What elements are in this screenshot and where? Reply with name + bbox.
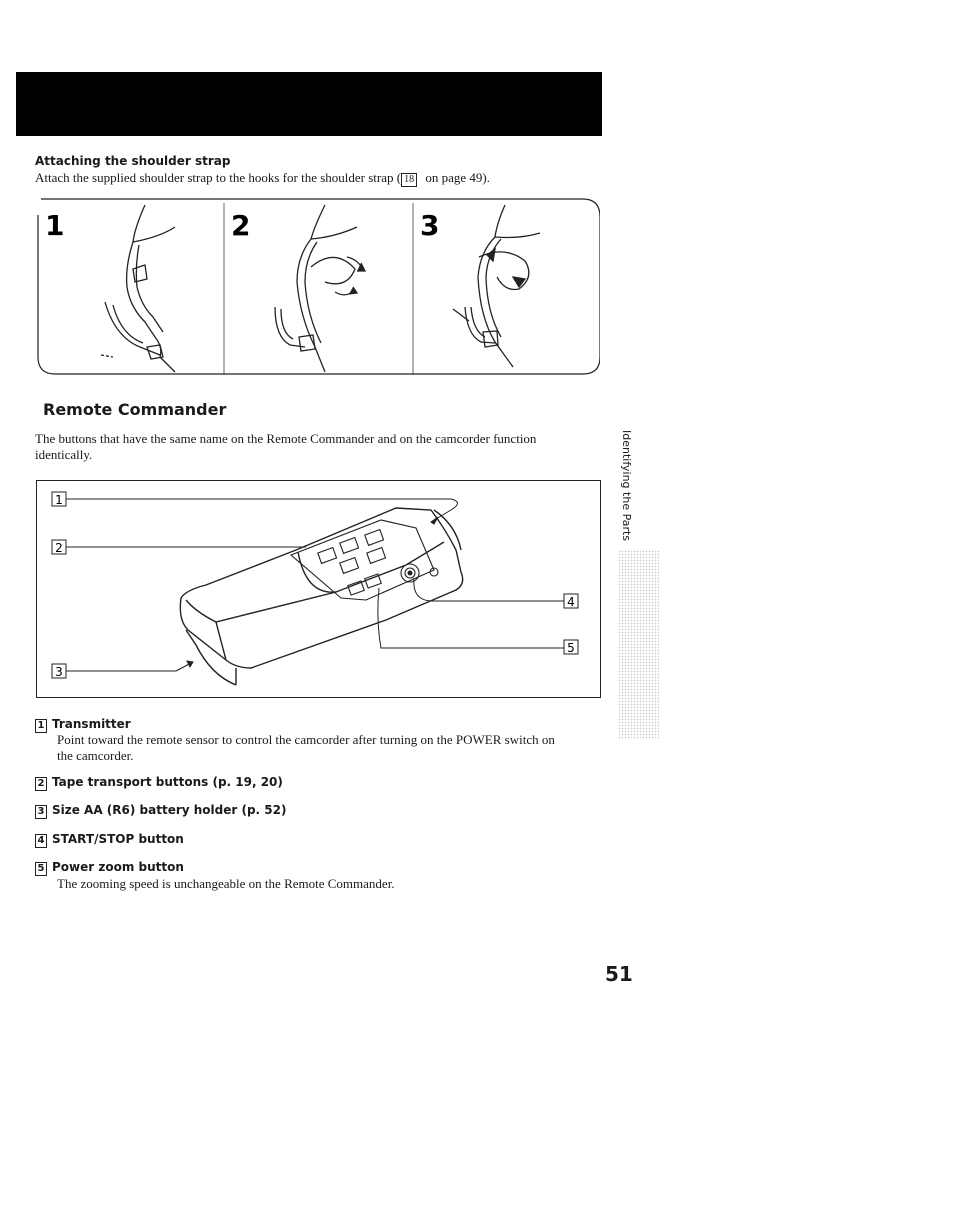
part-4-number: 4 (35, 834, 47, 848)
part-5-desc: The zooming speed is unchangeable on the Remote Commander. (57, 876, 395, 891)
svg-text:5: 5 (567, 641, 575, 655)
side-tab-pattern (618, 550, 660, 740)
strap-step-1-drawing (101, 205, 175, 372)
part-4-title: START/STOP button (52, 832, 184, 846)
page-number: 51 (605, 962, 633, 986)
part-3-number: 3 (35, 805, 47, 819)
section-header-bar (16, 72, 602, 136)
remote-intro-line-1: The buttons that have the same name on the Remote Commander and on the camcorder function (35, 431, 537, 446)
callout-3 (52, 664, 66, 679)
step-2-label: 2 (231, 209, 251, 242)
svg-text:1: 1 (55, 493, 63, 507)
remote-commander-title: Remote Commander (43, 400, 227, 419)
strap-heading: Attaching the shoulder strap (35, 154, 231, 168)
part-3-item (35, 803, 286, 819)
strap-illustration (35, 197, 600, 377)
part-2-number: 2 (35, 777, 47, 791)
strap-step-2-drawing (275, 205, 365, 372)
strap-instruction: Attach the supplied shoulder strap to the hooks for the shoulder strap ( 18 on page 49). (35, 170, 490, 185)
callout-4 (564, 594, 578, 609)
part-4-item (35, 832, 184, 848)
side-tab-label: Identifying the Parts (620, 430, 633, 542)
ref-box: 18 (401, 173, 417, 187)
part-1-desc-line-2: the camcorder. (57, 748, 134, 763)
step-1-label: 1 (45, 209, 65, 242)
part-1-item (35, 717, 131, 733)
remote-intro-line-2: identically. (35, 447, 93, 462)
svg-text:4: 4 (567, 595, 575, 609)
svg-text:3: 3 (55, 665, 63, 679)
side-tab (620, 430, 642, 550)
callout-1 (52, 492, 66, 507)
step-3-label: 3 (420, 209, 440, 242)
svg-text:2: 2 (55, 541, 63, 555)
part-1-desc-line-1: Point toward the remote sensor to control the camcorder after turning on the POWER switch on (57, 732, 555, 747)
part-2-title: Tape transport buttons (p. 19, 20) (52, 775, 283, 789)
part-1-title: Transmitter (52, 717, 131, 731)
part-1-number: 1 (35, 719, 47, 733)
strap-step-3-drawing (453, 205, 540, 367)
part-2-item (35, 775, 283, 791)
part-5-number: 5 (35, 862, 47, 876)
callout-5 (564, 640, 578, 655)
remote-commander-illustration (36, 480, 601, 698)
remote-body (180, 508, 462, 685)
part-5-title: Power zoom button (52, 860, 184, 874)
remote-control-panel (291, 520, 438, 600)
callout-2 (52, 540, 66, 555)
part-5-item (35, 860, 184, 876)
part-3-title: Size AA (R6) battery holder (p. 52) (52, 803, 287, 817)
